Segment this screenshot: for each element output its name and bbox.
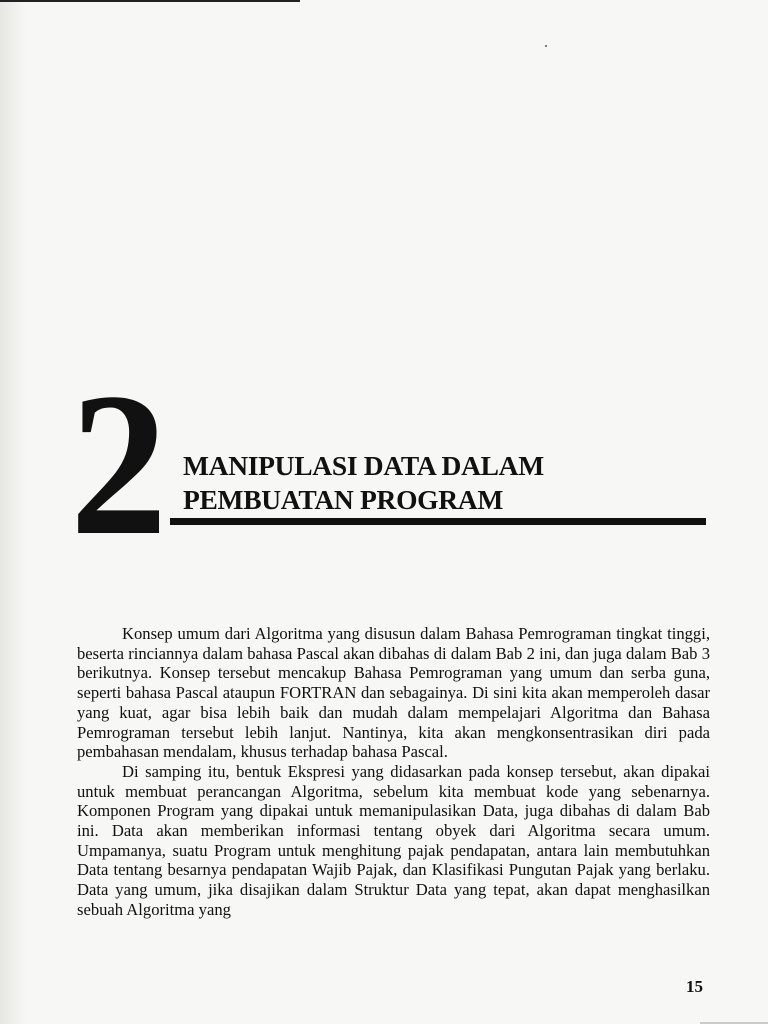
scan-top-edge-line [0, 0, 300, 2]
chapter-title-rule [170, 518, 706, 525]
chapter-title-line-1: MANIPULASI DATA DALAM [183, 450, 544, 481]
page-number: 15 [686, 977, 703, 996]
chapter-number: 2 [70, 351, 162, 578]
paragraph-1: Konsep umum dari Algoritma yang disusun dalam Bahasa Pemrograman tingkat tinggi, beserta rinciannya dalam bahasa Pascal akan dibahas di dalam Bab 2 ini, dan juga dalam Bab 3 berikutnya. Konsep tersebut mencakup Bahasa Pemrograman yang umum dan serba guna, seperti bahasa Pascal ataupun FORTRAN dan sebagainya. Di sini kita akan memperoleh dasar yang kuat, agar bisa lebih baik dan mudah dalam mempelajari Algoritma dan Bahasa Pemrograman tersebut lebih lanjut. Nantinya, kita akan mengkonsentrasikan diri pada pembahasan mendalam, khusus terhadap bahasa Pascal. [77, 624, 710, 762]
scan-speck [545, 45, 547, 47]
paragraph-2: Di samping itu, bentuk Ekspresi yang didasarkan pada konsep tersebut, akan dipakai untuk membuat perancangan Algoritma, sebelum kita membuat kode yang sebenarnya. Komponen Program yang dipakai untuk memanipulasikan Data, juga dibahas di dalam Bab ini. Data akan memberikan informasi tentang obyek dari Algoritma secara umum. Umpamanya, suatu Program untuk menghitung pajak pendapatan, antara lain membutuhkan Data tentang besarnya pendapatan Wajib Pajak, dan Klasifikasi Pungutan Pajak yang berlaku. Data yang umum, jika disajikan dalam Struktur Data yang tepat, akan dapat menghasilkan sebuah Algoritma yang [77, 761, 710, 919]
chapter-title-line-2: PEMBUATAN PROGRAM [183, 484, 504, 515]
chapter-title [183, 449, 544, 517]
body-text [77, 624, 710, 920]
scan-left-shadow [0, 0, 26, 1024]
